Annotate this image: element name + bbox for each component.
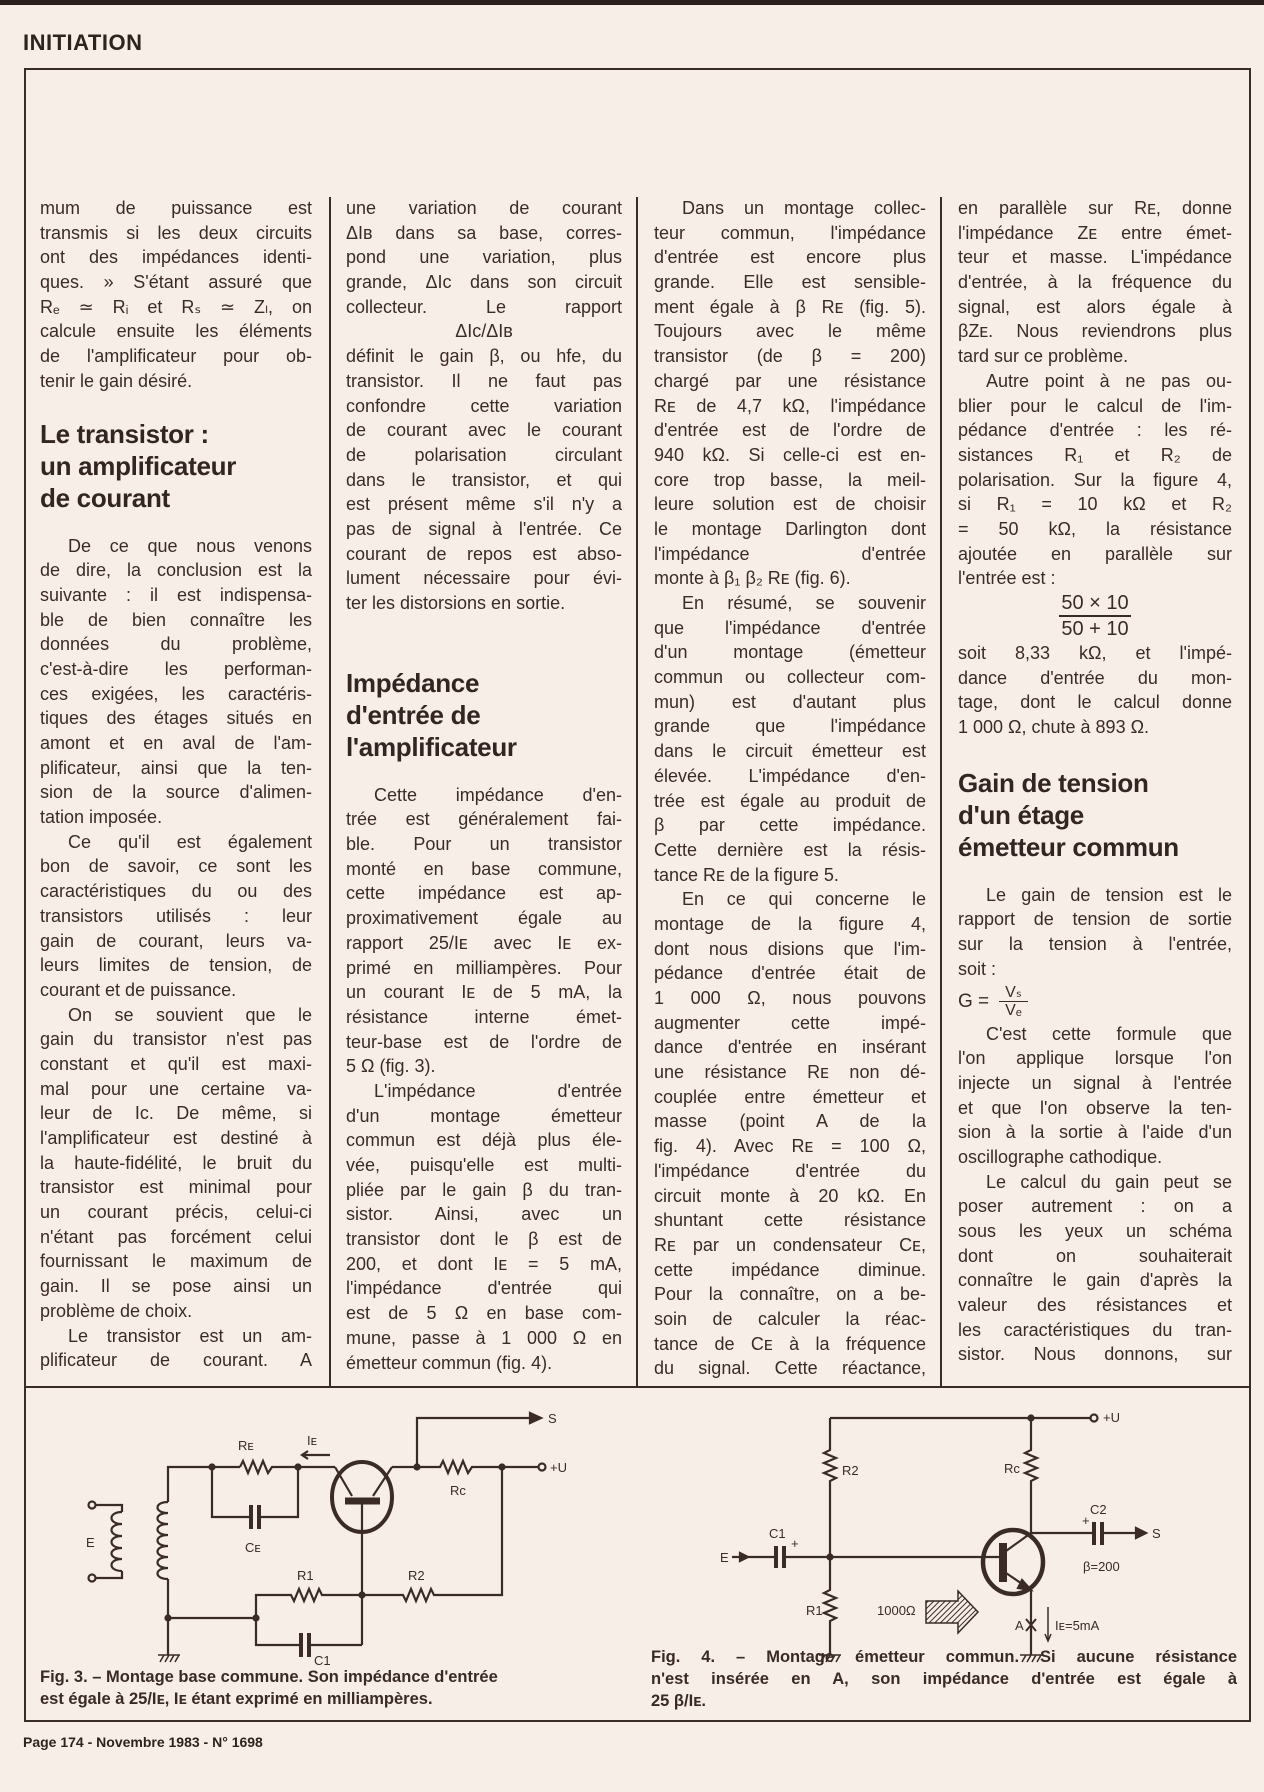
text-line: 5 Ω (fig. 3). xyxy=(346,1056,436,1077)
text-line: courant et de puissance. xyxy=(40,979,237,1000)
heading-line: Gain de tension xyxy=(958,767,1149,798)
text-line: transistor dont le β est de xyxy=(346,1229,622,1250)
text-line: valeur des résistances et xyxy=(958,1295,1232,1316)
text-line: Rᴇ par un condensateur Cᴇ, xyxy=(654,1234,926,1255)
label-r2: R2 xyxy=(408,1568,425,1583)
text-line: core trop basse, la meil- xyxy=(654,469,926,490)
text-line: Ce qu'il est également xyxy=(68,831,312,852)
text-line: tiques des étages situés en xyxy=(40,708,312,729)
text-line: Rₑ ≃ Rᵢ et Rₛ ≃ Zₗ, on xyxy=(40,296,312,317)
heading-line: un amplificateur xyxy=(40,450,237,481)
text-line: l'amplificateur est destiné à xyxy=(40,1128,312,1148)
text-line: de courant avec le courant xyxy=(346,420,622,441)
text-line: bon de savoir, ce sont les xyxy=(40,856,312,877)
text-line: connaître le gain d'après la xyxy=(958,1270,1232,1291)
text-line: β par cette impédance. xyxy=(654,815,926,836)
caption-line: est égale à 25/Iᴇ, Iᴇ étant exprimé en milliampères. xyxy=(40,1690,433,1708)
text-line: rapport 25/Iᴇ avec Iᴇ ex- xyxy=(346,932,622,953)
text-line: que l'impédance d'entrée xyxy=(654,617,926,638)
text-line: plificateur de courant. A xyxy=(40,1350,312,1371)
label-c2: C2 xyxy=(1090,1502,1107,1517)
text-line: poser autrement : on a xyxy=(958,1196,1232,1217)
text-line: βZᴇ. Nous reviendrons plus xyxy=(958,321,1232,342)
text-line: dont nous disions que l'im- xyxy=(654,938,926,959)
text-line: De ce que nous venons xyxy=(68,535,312,556)
label-r2: R2 xyxy=(842,1463,859,1478)
text-line: trée est égale au produit de xyxy=(654,790,926,811)
label-r1: R1 xyxy=(297,1568,314,1583)
text-line: l'impédance d'entrée xyxy=(654,543,926,564)
transformer-secondary xyxy=(158,1502,169,1579)
text-line: sur la tension à l'entrée, xyxy=(958,934,1232,955)
text-line: courant de repos est abso- xyxy=(346,543,622,564)
text-line: transistor est minimal pour xyxy=(40,1177,312,1198)
text-line: tance Rᴇ de la figure 5. xyxy=(654,864,839,885)
text-line: Le transistor est un am- xyxy=(68,1325,312,1346)
capacitor-c1 xyxy=(301,1633,309,1657)
text-line: Autre point à ne pas ou- xyxy=(986,370,1232,391)
text-line: transistor (de β = 200) xyxy=(654,346,926,367)
text-line: une variation de courant xyxy=(346,198,622,218)
text-line: du signal. Cette réactance, xyxy=(654,1358,926,1379)
text-line: dans le transistor, et qui xyxy=(346,469,622,490)
transformer-primary xyxy=(112,1512,123,1571)
text-line: fournissant le maximum de xyxy=(40,1251,312,1272)
text-line: mum de puissance est xyxy=(40,198,312,218)
caption-line: Fig. 4. – Montage émetteur commun. Si aucune résistance xyxy=(651,1648,1237,1666)
label-rc: Rc xyxy=(450,1483,466,1498)
text-line: tation imposée. xyxy=(40,807,163,828)
text-line: commun ou collecteur com- xyxy=(654,667,926,688)
hatched-arrow-icon xyxy=(926,1591,978,1633)
heading-line: Impédance xyxy=(346,667,480,698)
text-line: de l'amplificateur pour ob- xyxy=(40,346,312,367)
text-line: tard sur ce problème. xyxy=(958,346,1129,367)
text-line: cette impédance diminue. xyxy=(654,1259,926,1280)
capacitor-c2 xyxy=(1094,1522,1102,1545)
text-line: d'entrée est encore plus xyxy=(654,247,926,268)
text-line: vée, puisqu'elle est multi- xyxy=(346,1155,622,1175)
caption-line: n'est insérée en A, son impédance d'entrée est égale à xyxy=(651,1670,1237,1688)
text-line: Rᴇ de 4,7 kΩ, l'impédance xyxy=(654,395,926,416)
text-line: l'on applique lorsque l'on xyxy=(958,1048,1232,1069)
text-line: de dire, la conclusion est la xyxy=(40,560,312,581)
text-line: primé en milliampères. Pour xyxy=(346,957,622,978)
label-re: Rᴇ xyxy=(238,1438,254,1453)
text-line: Cette dernière est la résis- xyxy=(654,839,926,860)
text-line: fig. 4). Avec Rᴇ = 100 Ω, xyxy=(654,1136,926,1157)
text-line: pas de signal à l'entrée. Ce xyxy=(346,518,622,539)
text-line: 200, et dont Iᴇ = 5 mA, xyxy=(346,1253,622,1274)
text-line: l'entrée est : xyxy=(958,568,1056,589)
text-line: shuntant cette résistance xyxy=(654,1210,926,1231)
label-ie: Iᴇ xyxy=(307,1433,317,1448)
text-line: émetteur commun (fig. 4). xyxy=(346,1352,553,1373)
text-line: ces exigées, les caractéris- xyxy=(40,683,312,704)
text-line: dont on souhaiterait xyxy=(958,1245,1232,1266)
text-line: ble de bien connaître les xyxy=(40,609,312,630)
text-line: monte à β₁ β₂ Rᴇ (fig. 6). xyxy=(654,568,851,589)
text-line: teur et masse. L'impédance xyxy=(958,247,1232,268)
text-line: l'impédance Zᴇ entre émet- xyxy=(958,222,1232,243)
text-line: leure solution est de choisir xyxy=(654,494,926,515)
text-line: est de 5 Ω en base com- xyxy=(346,1303,622,1324)
denominator: 50 + 10 xyxy=(1061,618,1129,640)
text-line: amont et en aval de l'am- xyxy=(40,733,312,753)
text-line: gain de courant, leurs va- xyxy=(40,930,312,951)
text-line: On se souvient que le xyxy=(68,1004,312,1025)
heading-line: Le transistor : xyxy=(40,418,209,449)
text-line: n'étant pas forcément celui xyxy=(40,1226,312,1247)
label-ce: Cᴇ xyxy=(245,1540,261,1555)
numerator: Vₛ xyxy=(999,984,1028,1002)
text-line: en parallèle sur Rᴇ, donne xyxy=(958,198,1232,218)
label-e: E xyxy=(86,1535,95,1550)
text-line: pédance d'entrée était de xyxy=(654,963,926,984)
text-line: L'impédance d'entrée xyxy=(374,1080,622,1101)
text-line: d'entrée est de l'ordre de xyxy=(654,420,926,441)
formula-lhs: G = xyxy=(958,990,990,1012)
text-line: calcule ensuite les éléments xyxy=(40,321,312,342)
label-plus-c2: + xyxy=(1082,1513,1090,1528)
text-line: suivante : il est indispensa- xyxy=(40,584,312,605)
text-line: commun est déjà plus éle- xyxy=(346,1130,622,1151)
text-line: pond une variation, plus xyxy=(346,247,622,268)
text-line: masse (point A de la xyxy=(654,1111,926,1132)
caption-line: 25 β/Iᴇ. xyxy=(651,1692,707,1710)
text-line: ont des impédances identi- xyxy=(40,247,312,268)
text-line: d'un montage émetteur xyxy=(346,1105,622,1126)
text-line: soit : xyxy=(958,958,997,979)
text-line: d'un montage (émetteur xyxy=(654,642,926,663)
label-plus-c1: + xyxy=(791,1536,799,1551)
heading-line: d'entrée de xyxy=(346,699,481,730)
caption-line: Fig. 3. – Montage base commune. Son impédance d'entrée xyxy=(40,1668,498,1686)
fig3-schematic xyxy=(89,1413,546,1662)
text-line: sion à la sortie à l'aide d'un xyxy=(958,1122,1232,1143)
text-line: l'impédance d'entrée du xyxy=(654,1160,926,1181)
text-line: problème de choix. xyxy=(40,1300,193,1321)
text-line: pédance d'entrée : les ré- xyxy=(958,420,1232,441)
label-c1: C1 xyxy=(769,1526,786,1541)
text-line: 1 000 Ω, chute à 893 Ω. xyxy=(958,717,1150,738)
text-line: ment égale à β Rᴇ (fig. 5). xyxy=(654,296,926,317)
text-line: résistance interne émet- xyxy=(346,1006,622,1027)
text-line: grande que l'impédance xyxy=(654,716,926,737)
heading-line: d'un étage xyxy=(958,799,1084,830)
fig3-caption xyxy=(40,1666,630,1710)
text-line: tage, dont le calcul donne xyxy=(958,692,1232,713)
text-line: confondre cette variation xyxy=(346,395,622,416)
text-line: données du problème, xyxy=(40,634,312,655)
label-c1: C1 xyxy=(314,1653,331,1668)
text-line: dance d'entrée en insérant xyxy=(654,1037,926,1058)
text-line: un courant Iᴇ de 5 mA, la xyxy=(346,982,622,1003)
text-line: trée est généralement fai- xyxy=(346,809,622,830)
text-line: ques. » S'étant assuré que xyxy=(40,272,312,293)
text-line: soin de calculer la réac- xyxy=(654,1308,926,1329)
text-line: le montage Darlington dont xyxy=(654,518,926,539)
text-line: blier pour le calcul de l'im- xyxy=(958,395,1232,416)
text-line: de polarisation circulant xyxy=(346,444,622,465)
label-u: +U xyxy=(1103,1410,1120,1425)
label-e: E xyxy=(720,1550,729,1565)
text-line: plificateur, ainsi que la ten- xyxy=(40,757,312,778)
text-line: oscillographe cathodique. xyxy=(958,1146,1163,1167)
label-beta: β=200 xyxy=(1083,1559,1120,1574)
text-line: polarisation. Sur la figure 4, xyxy=(958,469,1232,490)
text-line: couplée entre émetteur et xyxy=(654,1086,926,1107)
text-line: dance d'entrée du mon- xyxy=(958,667,1232,688)
formula-ratio: ΔIᴄ/ΔIʙ xyxy=(455,321,513,342)
text-line: c'est-à-dire les performan- xyxy=(40,658,312,679)
capacitor-c1 xyxy=(776,1546,784,1568)
text-line: sistor. Nous donnons, sur xyxy=(958,1344,1232,1365)
ground-symbol xyxy=(158,1655,180,1662)
label-s: S xyxy=(548,1411,557,1426)
text-line: sistor. Ainsi, avec un xyxy=(346,1204,622,1225)
label-u: +U xyxy=(550,1460,567,1475)
text-line: d'entrée, à la fréquence du xyxy=(958,272,1232,293)
text-line: proximativement égale au xyxy=(346,908,622,929)
text-line: En ce qui concerne le xyxy=(682,889,926,910)
text-line: soit 8,33 kΩ, et l'impé- xyxy=(958,643,1232,663)
text-line: En résumé, se souvenir xyxy=(682,593,926,613)
text-line: transistors utilisés : leur xyxy=(40,905,312,926)
text-line: augmenter cette impé- xyxy=(654,1012,926,1033)
text-line: Le calcul du gain peut se xyxy=(986,1171,1232,1192)
text-line: tenir le gain désiré. xyxy=(40,370,193,391)
text-line: la haute-fidélité, le bruit du xyxy=(40,1152,312,1173)
text-line: lument nécessaire pour évi- xyxy=(346,568,622,589)
text-line: sion de la source d'alimen- xyxy=(40,782,312,803)
text-line: l'impédance d'entrée qui xyxy=(346,1278,622,1299)
text-line: injecte un signal à l'entrée xyxy=(958,1072,1232,1093)
label-ie: Iᴇ=5mA xyxy=(1055,1618,1100,1633)
text-line: sous les yeux un schéma xyxy=(958,1221,1232,1241)
text-line: teur commun, l'impédance xyxy=(654,222,926,243)
text-line: Le gain de tension est le xyxy=(986,884,1232,905)
text-line: gain du transistor n'est pas xyxy=(40,1029,312,1050)
text-line: constant et qu'il est maxi- xyxy=(40,1053,312,1074)
text-line: Dans un montage collec- xyxy=(682,198,926,218)
text-line: définit le gain β, ou hfe, du xyxy=(346,346,622,367)
label-r1: R1 xyxy=(806,1603,823,1618)
text-line: ter les distorsions en sortie. xyxy=(346,593,566,613)
text-line: signal, est alors égale à xyxy=(958,296,1232,317)
text-line: grande, ΔIᴄ dans son circuit xyxy=(346,272,622,293)
text-line: un courant précis, celui-ci xyxy=(40,1202,312,1223)
text-line: mun) est d'autant plus xyxy=(654,691,926,712)
text-line: Toujours avec le même xyxy=(654,321,926,342)
text-line: leur de Iᴄ. De même, si xyxy=(40,1103,312,1124)
label-a: A xyxy=(1015,1618,1024,1633)
fig4-labels xyxy=(720,1410,1161,1633)
text-line: élevée. L'impédance d'en- xyxy=(654,765,926,786)
text-line: leurs limites de tension, de xyxy=(40,955,312,976)
page-footer: Page 174 - Novembre 1983 - N° 1698 xyxy=(23,1734,263,1750)
text-line: cette impédance est ap- xyxy=(346,883,622,904)
text-line: C'est cette formule que xyxy=(986,1023,1232,1044)
text-line: Pour la connaître, on a be- xyxy=(654,1284,926,1305)
text-line: monté en base commune, xyxy=(346,858,622,879)
text-line: ajoutée en parallèle sur xyxy=(958,543,1232,564)
text-line: tance de Cᴇ à la fréquence xyxy=(654,1333,926,1354)
heading-line: l'amplificateur xyxy=(346,731,517,762)
text-line: montage de la figure 4, xyxy=(654,913,926,934)
text-line: ΔIʙ dans sa base, corres- xyxy=(346,222,622,243)
text-line: transmis si les deux circuits xyxy=(40,222,312,243)
text-line: est présent même s'il n'y a xyxy=(346,494,622,515)
text-line: collecteur. Le rapport xyxy=(346,296,622,317)
resistor-r2 xyxy=(824,1418,836,1655)
text-line: chargé par une résistance xyxy=(654,370,926,391)
text-line: et que l'on observe la ten- xyxy=(958,1097,1232,1118)
text-line: sistances R₁ et R₂ de xyxy=(958,444,1232,465)
text-line: si R₁ = 10 kΩ et R₂ xyxy=(958,494,1232,515)
heading-line: de courant xyxy=(40,482,170,513)
text-line: dans le circuit émetteur est xyxy=(654,741,926,762)
text-line: circuit monte à 20 kΩ. En xyxy=(654,1185,926,1206)
heading-line: émetteur commun xyxy=(958,831,1179,862)
text-line: une résistance Rᴇ non dé- xyxy=(654,1062,926,1083)
text-line: mal pour une certaine va- xyxy=(40,1078,312,1099)
text-line: ble. Pour un transistor xyxy=(346,834,622,855)
text-line: pliée par le gain β du tran- xyxy=(346,1179,622,1200)
text-line: rapport de tension de sortie xyxy=(958,909,1232,930)
text-line: 940 kΩ. Si celle-ci est en- xyxy=(654,444,926,465)
text-line: teur-base est de l'ordre de xyxy=(346,1031,622,1052)
text-line: gain. Il se pose ainsi un xyxy=(40,1276,312,1297)
text-line: transistor. Il ne faut pas xyxy=(346,370,622,391)
text-line: grande. Elle est sensible- xyxy=(654,272,926,293)
label-rc: Rc xyxy=(1004,1461,1020,1476)
text-line: 1 000 Ω, nous pouvons xyxy=(654,988,926,1008)
text-line: = 50 kΩ, la résistance xyxy=(958,518,1232,539)
fig4-caption xyxy=(651,1646,1237,1712)
text-line: mune, passe à 1 000 Ω en xyxy=(346,1327,622,1348)
resistor-re xyxy=(240,1461,335,1473)
label-ohm: 1000Ω xyxy=(877,1603,916,1618)
label-s: S xyxy=(1152,1526,1161,1541)
text-line: les caractéristiques du tran- xyxy=(958,1319,1232,1340)
numerator: 50 × 10 xyxy=(1059,591,1130,617)
capacitor-ce xyxy=(251,1505,259,1529)
denominator: Vₑ xyxy=(1005,1002,1022,1019)
text-line: Cette impédance d'en- xyxy=(374,784,622,805)
text-line: caractéristiques du ou des xyxy=(40,881,312,902)
section-title: INITIATION xyxy=(23,30,143,55)
